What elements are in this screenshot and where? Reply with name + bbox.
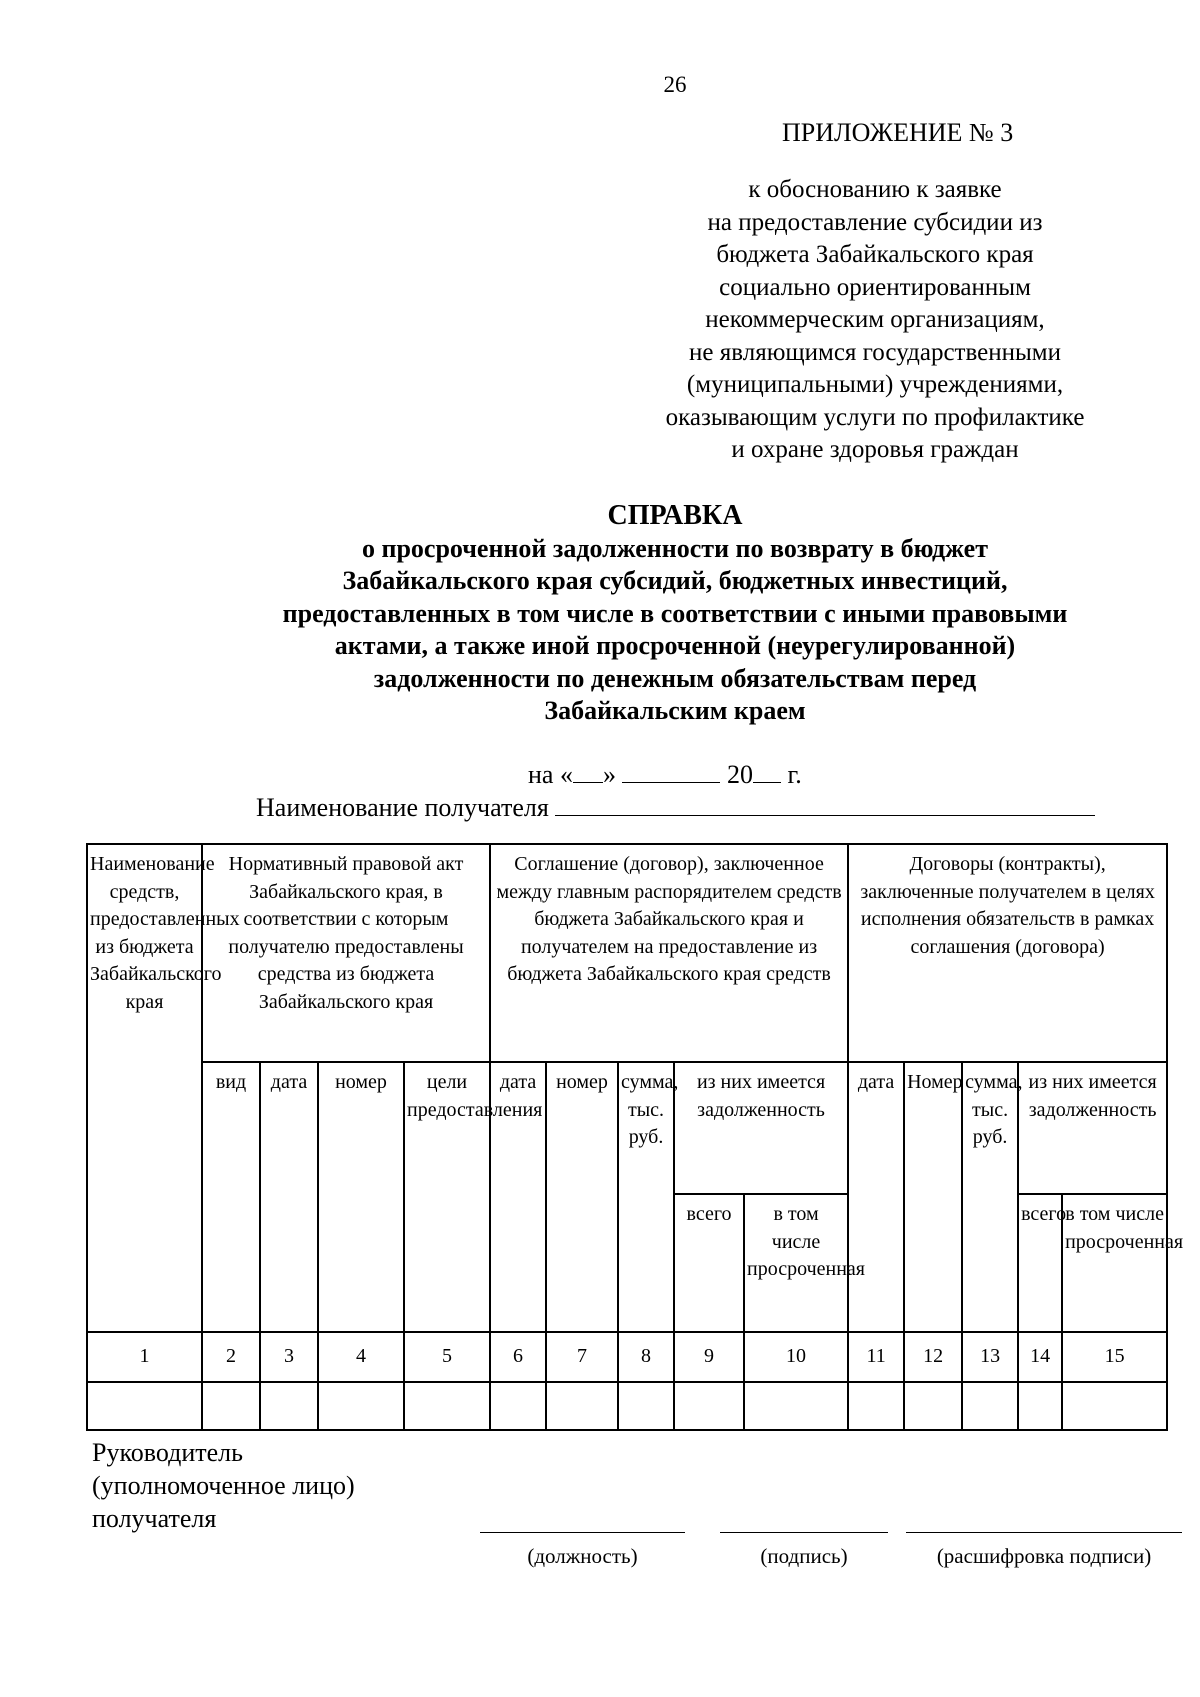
recipient-blank[interactable]	[555, 814, 1095, 816]
col-total-header: всего	[674, 1194, 744, 1332]
data-cell[interactable]	[202, 1382, 260, 1430]
signature-caption: (подпись)	[760, 1544, 848, 1568]
data-cell[interactable]	[490, 1382, 546, 1430]
col-debt3-header: из них имеется задолженность	[1018, 1062, 1167, 1194]
col-fund-name-header: Наименование средств, предоставленных из бюджета Забайкальского края	[87, 844, 202, 1332]
col-date3-header: дата	[848, 1062, 904, 1332]
signer-label	[92, 1436, 355, 1535]
subtitle-line: о просроченной задолженности по возврату в бюджет	[361, 533, 988, 563]
signer-line: (уполномоченное лицо)	[92, 1471, 355, 1500]
data-cell[interactable]	[744, 1382, 848, 1430]
col-number-cell: 14	[1018, 1332, 1062, 1382]
col-debt-header: из них имеется задолженность	[674, 1062, 848, 1194]
debt-table	[86, 843, 1184, 1431]
col-number-cell: 1	[87, 1332, 202, 1382]
recipient-line	[256, 793, 1095, 823]
appendix-title: ПРИЛОЖЕНИЕ № 3	[782, 118, 1014, 147]
page-number: 26	[663, 72, 687, 97]
col-vid-header: вид	[202, 1062, 260, 1332]
day-blank[interactable]	[573, 781, 603, 783]
col-number3-header: Номер	[904, 1062, 962, 1332]
data-cell[interactable]	[404, 1382, 490, 1430]
signature-line[interactable]	[720, 1532, 888, 1533]
decoding-caption: (расшифровка подписи)	[936, 1544, 1152, 1568]
col-number2-header: номер	[546, 1062, 618, 1332]
col-number-cell: 12	[904, 1332, 962, 1382]
signer-line: Руководитель	[92, 1438, 243, 1467]
basis-line: оказывающим услуги по профилактике	[665, 403, 1085, 431]
signer-line: получателя	[92, 1504, 217, 1533]
decoding-line[interactable]	[906, 1532, 1182, 1533]
basis-line: бюджета Забайкальского края	[716, 241, 1034, 268]
year-prefix: 20	[726, 760, 753, 789]
recipient-label: Наименование получателя	[256, 793, 549, 822]
col-sum3-header: сумма, тыс. руб.	[962, 1062, 1018, 1332]
col-purpose-header: цели предоставления	[404, 1062, 490, 1332]
group-contracts-header: Договоры (контракты), заключенные получателем в целях исполнения обязательств в рамках соглашения (договора)	[848, 844, 1167, 1062]
col-overdue-header: в том числе просроченная	[744, 1194, 848, 1332]
subtitle-line: предоставленных в том числе в соответствии с иными правовыми	[282, 598, 1068, 628]
col-number-cell: 13	[962, 1332, 1018, 1382]
date-prefix: на «	[528, 760, 573, 789]
data-cell[interactable]	[1018, 1382, 1062, 1430]
appendix-basis	[620, 174, 1130, 467]
date-suffix: г.	[787, 760, 802, 789]
data-cell[interactable]	[87, 1382, 202, 1430]
col-number-cell: 8	[618, 1332, 674, 1382]
year-blank[interactable]	[753, 781, 781, 783]
col-number-cell: 6	[490, 1332, 546, 1382]
group-npa-header: Нормативный правовой акт Забайкальского края, в соответствии с которым получателю предоставлены средства из бюджета Забайкальского края	[202, 844, 490, 1062]
data-cell[interactable]	[260, 1382, 318, 1430]
position-line[interactable]	[480, 1532, 685, 1533]
subtitle-line: Забайкальского края субсидий, бюджетных инвестиций,	[342, 566, 1008, 595]
col-total3-header: всего	[1018, 1194, 1062, 1332]
subtitle-line: задолженности по денежным обязательствам перед	[373, 663, 977, 693]
position-caption: (должность)	[527, 1544, 638, 1568]
basis-line: социально ориентированным	[719, 273, 1031, 301]
col-number-cell: 5	[404, 1332, 490, 1382]
data-cell[interactable]	[1062, 1382, 1167, 1430]
data-cell[interactable]	[546, 1382, 618, 1430]
date-line	[528, 760, 802, 790]
col-overdue3-header: в том числе просроченная	[1062, 1194, 1167, 1332]
col-number-cell: 3	[260, 1332, 318, 1382]
data-cell[interactable]	[848, 1382, 904, 1430]
col-date-header: дата	[260, 1062, 318, 1332]
data-cell[interactable]	[962, 1382, 1018, 1430]
group-agreement-header: Соглашение (договор), заключенное между главным распорядителем средств бюджета Забайкальского края и получателем на предоставление из бюджета Забайкальского края средств	[490, 844, 848, 1062]
data-cell[interactable]	[618, 1382, 674, 1430]
basis-line: к обоснованию к заявке	[748, 176, 1002, 203]
col-number-cell: 9	[674, 1332, 744, 1382]
col-number-cell: 7	[546, 1332, 618, 1382]
basis-line: на предоставление субсидии из	[707, 208, 1043, 236]
basis-line: и охране здоровья граждан	[731, 436, 1019, 463]
basis-line: не являющимся государственными	[689, 338, 1061, 366]
subtitle-line: Забайкальским краем	[544, 696, 806, 725]
col-number-cell: 11	[848, 1332, 904, 1382]
basis-line: (муниципальными) учреждениями,	[686, 371, 1064, 398]
col-number-header: номер	[318, 1062, 404, 1332]
data-cell[interactable]	[674, 1382, 744, 1430]
col-date2-header: дата	[490, 1062, 546, 1332]
col-number-cell: 2	[202, 1332, 260, 1382]
basis-line: некоммерческим организациям,	[705, 306, 1045, 333]
col-number-cell: 4	[318, 1332, 404, 1382]
document-title: СПРАВКА	[607, 500, 743, 531]
data-cell[interactable]	[318, 1382, 404, 1430]
data-cell[interactable]	[904, 1382, 962, 1430]
subtitle-line: актами, а также иной просроченной (неурегулированной)	[334, 631, 1016, 660]
col-sum-header: сумма, тыс. руб.	[618, 1062, 674, 1332]
col-number-cell: 15	[1062, 1332, 1167, 1382]
document-title-block	[180, 500, 1170, 728]
date-mid: »	[602, 760, 616, 789]
col-number-cell: 10	[744, 1332, 848, 1382]
month-blank[interactable]	[622, 781, 720, 783]
